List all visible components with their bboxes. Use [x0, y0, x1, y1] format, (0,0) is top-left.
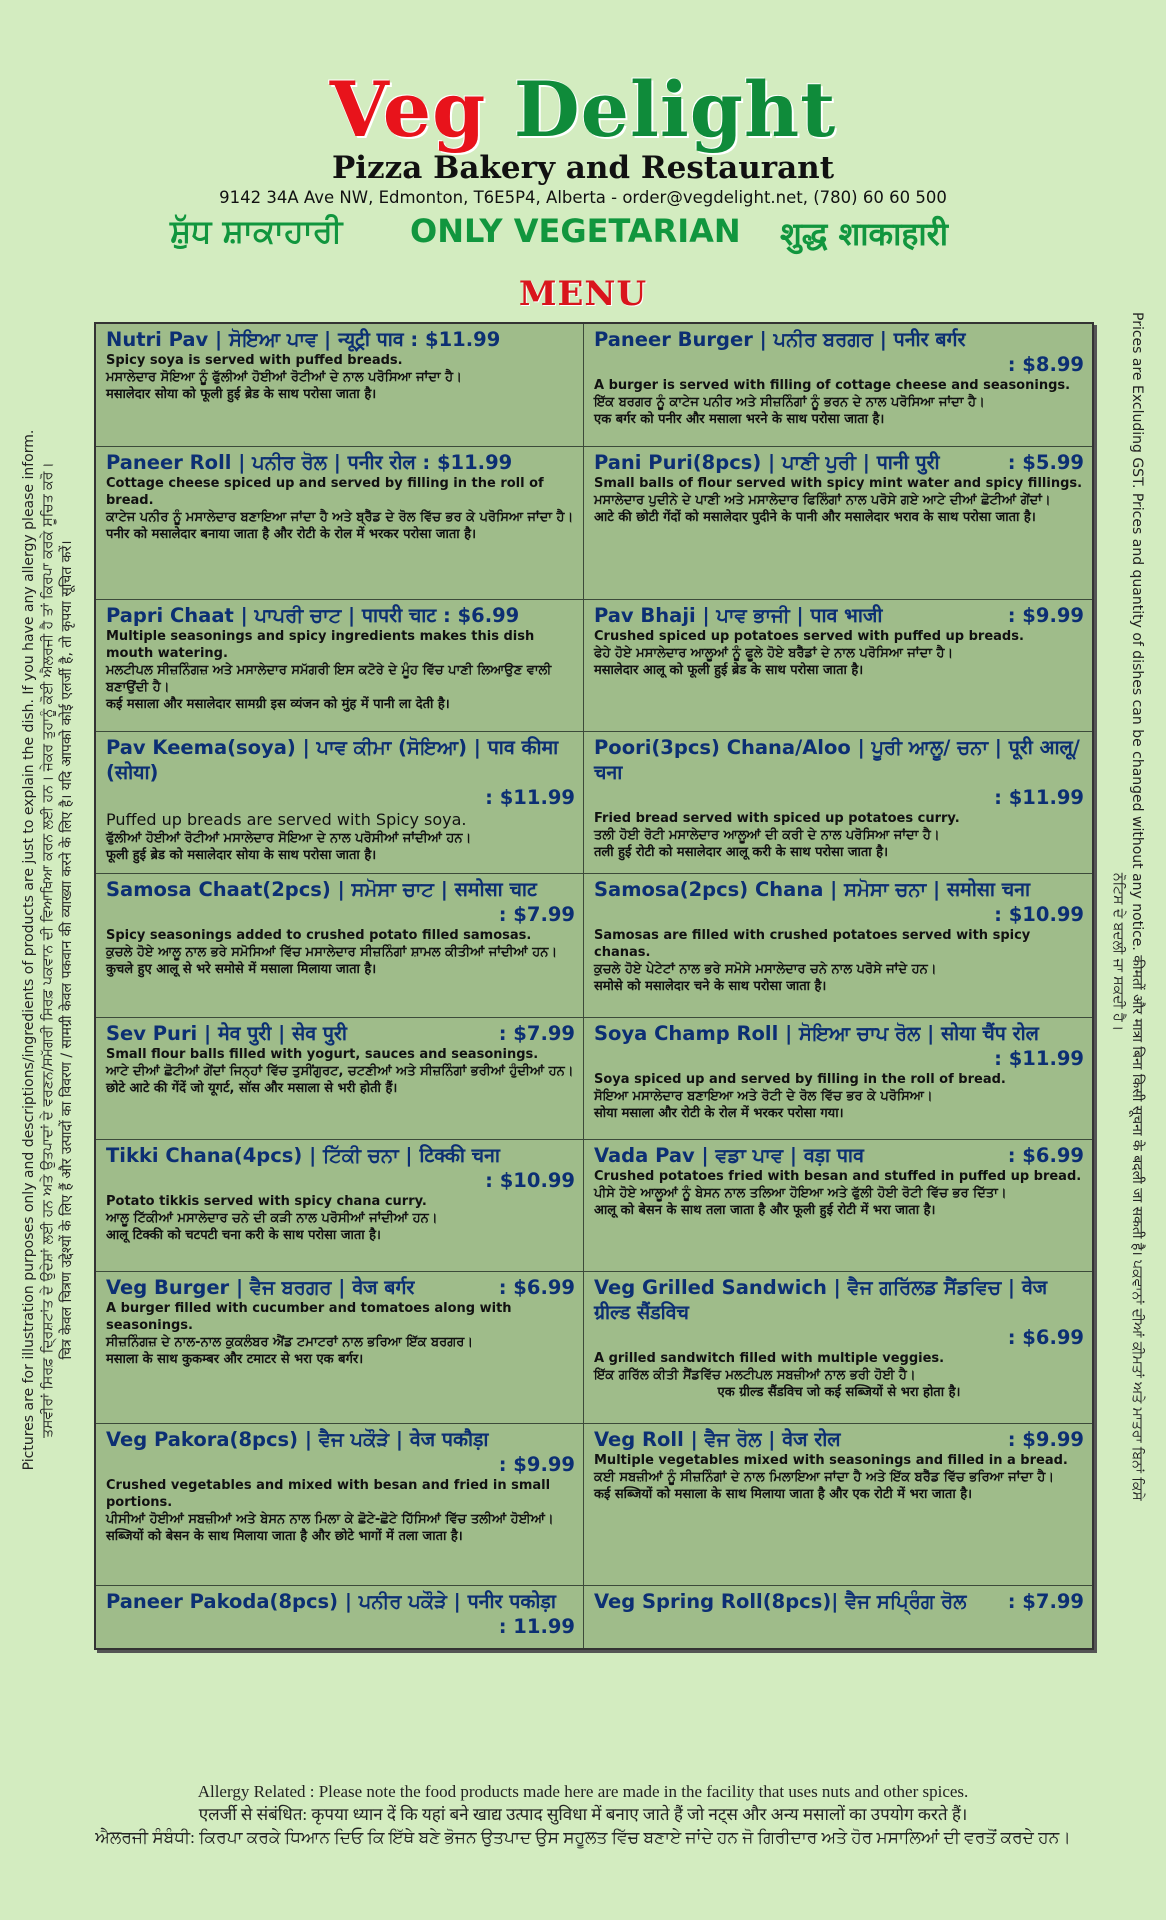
menu-item-description: ਫੇਹੇ ਹੋਏ ਮਸਾਲੇਦਾਰ ਆਲੂਆਂ ਨੂੰ ਫੂਲੇ ਹੋਏ ਬਰੈੱਡਾਂ ਦੇ ਨਾਲ ਪਰੋਸਿਆ ਜਾਂਦਾ ਹੈ। — [594, 646, 954, 661]
menu-item-description: ਕਈ ਸਬਜ਼ੀਆਂ ਨੂੰ ਸੀਜ਼ਨਿੰਗਾਂ ਦੇ ਨਾਲ ਮਿਲਾਇਆ ਜਾਂਦਾ ਹੈ ਅਤੇ ਇੱਕ ਬਰੈੱਡ ਵਿੱਚ ਭਰਿਆ ਜਾਂਦਾ ਹੈ। — [594, 1470, 1055, 1485]
menu-item-name — [106, 1427, 575, 1452]
menu-item-price: : $6.99 — [498, 1276, 575, 1299]
menu-item-name — [106, 1021, 575, 1046]
menu-item-description: Crushed spiced up potatoes served with puffed up breads. — [594, 629, 1024, 644]
menu-item-description: आलू टिक्की को चटपटी चना करी के साथ परोसा जाता है। — [106, 1228, 381, 1243]
pure-veg-punjabi: ਸ਼ੁੱਧ ਸ਼ਾਕਾਹਾਰੀ — [170, 212, 343, 250]
menu-item-name-text: Tikki Chana(4pcs) | ਟਿੱਕੀ ਚਨਾ | टिक्की चना — [106, 1144, 500, 1167]
menu-item-name-text: Veg Grilled Sandwich | ਵੈਜ ਗਰਿੱਲਡ ਸੈਂਡਵਿਚ | वेज ग्रील्ड सैंडविच — [594, 1276, 1048, 1324]
menu-item-name-text: Veg Burger | ਵੈਜ ਬਰਗਰ | वेज बर्गर — [106, 1276, 415, 1299]
menu-item-price: : $9.99 — [1007, 604, 1084, 627]
menu-heading: MENU — [518, 274, 648, 314]
menu-item-name-text: Paneer Pakoda(8pcs) | ਪਨੀਰ ਪਕੌੜੇ | पनीर पकोड़ा — [106, 1590, 556, 1613]
menu-item-left — [96, 874, 584, 1018]
menu-item-name-text: Vada Pav | ਵਡਾ ਪਾਵ | वड़ा पाव — [594, 1144, 864, 1167]
menu-item-name-text: Paneer Burger | ਪਨੀਰ ਬਰਗਰ | पनीर बर्गर — [594, 328, 966, 351]
menu-item-description: मसालेदार आलू को फूली हुई ब्रेड के साथ परोसा जाता है। — [594, 663, 864, 678]
menu-item-left — [96, 600, 584, 732]
menu-item-name-text: Nutri Pav | ਸੋਇਆ ਪਾਵ | न्यूट्री पाव : $11.99 — [106, 328, 501, 351]
menu-item-description: Samosas are filled with crushed potatoes served with spicy chanas. — [594, 928, 1031, 960]
menu-item-right — [584, 732, 1092, 874]
menu-item-description: A burger filled with cucumber and tomatoes along with seasonings. — [106, 1301, 512, 1333]
menu-item-price: : $11.99 — [994, 786, 1084, 809]
menu-item-description: Crushed vegetables and mixed with besan and fried in small portions. — [106, 1478, 551, 1510]
menu-item-name — [594, 1021, 1084, 1046]
menu-item-description: Multiple seasonings and spicy ingredients makes this dish mouth watering. — [106, 629, 535, 661]
allergy-note-en: Allergy Related : Please note the food products made here are made in the facility that uses nuts and other spices. — [197, 1782, 969, 1801]
menu-item-name-text: Veg Roll | ਵੈਜ ਰੋਲ | वेज रोल — [594, 1428, 841, 1451]
menu-item-left — [96, 1272, 584, 1424]
menu-item-description: मसाला के साथ कुकम्बर और टमाटर से भरा एक बर्गर। — [106, 1352, 364, 1367]
menu-item-description: छोटे आटे की गेंदें जो यूगर्ट, सॉस और मसाला से भरी होती हैं। — [106, 1081, 398, 1096]
restaurant-title — [0, 65, 1166, 154]
menu-item-name-text: Paneer Roll | ਪਨੀਰ ਰੋਲ | पनीर रोल : $11.99 — [106, 451, 513, 474]
restaurant-address: 9142 34A Ave NW, Edmonton, T6E5P4, Alberta - order@vegdelight.net, (780) 60 60 500 — [219, 188, 947, 207]
menu-item-description: ਇੱਕ ਗਰਿੱਲ ਕੀਤੀ ਸੈਂਡਵਿੱਚ ਮਲਟੀਪਲ ਸਬਜ਼ੀਆਂ ਨਾਲ ਭਰੀ ਹੋਈ ਹੈ। — [594, 1368, 916, 1383]
menu-item-name — [594, 603, 1084, 628]
menu-item-description: तली हुई रोटी को मसालेदार आलू करी के साथ परोसा जाता है। — [594, 845, 889, 860]
menu-item-name — [106, 1143, 575, 1168]
side-note-left-en: Pictures are for illustration purposes only and descriptions/ingredients of products are just to explain the dish. If you have any allergy please inform. — [21, 429, 37, 1471]
menu-item-description: सब्जियों को बेसन के साथ मिलाया जाता है और छोटे भागों में तला जाता है। — [106, 1529, 463, 1544]
menu-item-name — [594, 1427, 1084, 1452]
menu-item-description: Spicy soya is served with puffed breads. — [106, 353, 403, 368]
menu-item-price: : $6.99 — [1007, 1144, 1084, 1167]
menu-item-description: Small flour balls filled with yogurt, sauces and seasonings. — [106, 1047, 539, 1062]
menu-item-description: सोया मसाला और रोटी के रोल में भरकर परोसा गया। — [594, 1106, 844, 1121]
menu-item-name — [106, 877, 575, 902]
menu-item-left — [96, 1424, 584, 1586]
menu-item-left — [96, 1018, 584, 1140]
menu-item-name — [594, 735, 1084, 785]
menu-item-description: ਇੱਕ ਬਰਗਰ ਨੂੰ ਕਾਟੇਜ ਪਨੀਰ ਅਤੇ ਸੀਜ਼ਨਿੰਗਾਂ ਨੂੰ ਭਰਨ ਦੇ ਨਾਲ ਪਰੋਸਿਆ ਜਾਂਦਾ ਹੈ। — [594, 395, 985, 410]
menu-item-description: ਪੀਸੀਆਂ ਹੋਈਆਂ ਸਬਜ਼ੀਆਂ ਅਤੇ ਬੇਸਨ ਨਾਲ ਮਿਲਾ ਕੇ ਛੋਟੇ-ਛੋਟੇ ਹਿੱਸਿਆਂ ਵਿੱਚ ਤਲੀਆਂ ਹੋਈਆਂ। — [106, 1512, 554, 1527]
menu-item-right — [584, 1424, 1092, 1586]
menu-item-left — [96, 1586, 584, 1648]
menu-item-name — [594, 450, 1084, 475]
menu-item-name-text: Pav Bhaji | ਪਾਵ ਭਾਜੀ | पाव भाजी — [594, 604, 883, 627]
menu-item-price: : $11.99 — [485, 786, 575, 809]
menu-item-description: ਸੋਇਆ ਮਸਾਲੇਦਾਰ ਬਣਾਇਆ ਅਤੇ ਰੋਟੀ ਦੇ ਰੋਲ ਵਿੱਚ ਭਰ ਕੇ ਪਰੋਸਿਆ। — [594, 1089, 933, 1104]
pure-veg-hindi: शुद्ध शाकाहारी — [780, 215, 949, 253]
menu-item-description: Multiple vegetables mixed with seasonings and filled in a bread. — [594, 1453, 1068, 1468]
allergy-note — [0, 1780, 1166, 1849]
menu-item-price: : $10.99 — [485, 1169, 575, 1192]
menu-item-description: कई सब्जियों को मसाला के साथ मिलाया जाता है और एक रोटी में भरा जाता है। — [594, 1487, 973, 1502]
menu-item-right — [584, 1140, 1092, 1272]
menu-grid — [94, 322, 1094, 1650]
menu-item-description: ਕੁਚਲੇ ਹੋਏ ਪੇਟੇਟਾਂ ਨਾਲ ਭਰੇ ਸਮੋਸੇ ਮਸਾਲੇਦਾਰ ਚਨੇ ਨਾਲ ਪਰੋਸੇ ਜਾਂਦੇ ਹਨ। — [594, 962, 937, 977]
menu-item-name — [106, 1275, 575, 1300]
menu-item-description: Cottage cheese spiced up and served by filling in the roll of bread. — [106, 476, 544, 508]
menu-item-name — [106, 603, 575, 628]
menu-item-description: ਮਸਾਲੇਦਾਰ ਪੁਦੀਨੇ ਦੇ ਪਾਣੀ ਅਤੇ ਮਸਾਲੇਦਾਰ ਫਿਲਿੰਗਾਂ ਨਾਲ ਪਰੋਸੇ ਗਏ ਆਟੇ ਦੀਆਂ ਛੋਟੀਆਂ ਗੇਂਦਾਂ। — [594, 493, 1051, 508]
side-note-left-hi: चित्र केवल चित्रण उद्देश्यों के लिए हैं और उत्पादों का विवरण / सामग्री केवल पकवान की व्याख्या करने के लिए है। यदि आपको कोई एलर्जी है, तो कृपया सूचित करें। — [59, 540, 75, 1360]
menu-item-right — [584, 1272, 1092, 1424]
menu-item-name-text: Sev Puri | मेव पुरी | सेव पुरी — [106, 1022, 347, 1045]
menu-item-right — [584, 1018, 1092, 1140]
menu-item-description: A grilled sandwitch filled with multiple veggies. — [594, 1351, 945, 1366]
menu-item-price: : 11.99 — [498, 1615, 575, 1638]
menu-item-left — [96, 1140, 584, 1272]
restaurant-subtitle: Pizza Bakery and Restaurant — [331, 150, 835, 186]
menu-item-right — [584, 447, 1092, 600]
title-delight: Delight — [513, 65, 837, 154]
menu-item-description: एक ग्रील्ड सैंडविच जो कई सब्जियों से भरा होता है। — [717, 1385, 961, 1400]
menu-item-description: समोसे को मसालेदार चने के साथ परोसा जाता है। — [594, 979, 827, 994]
menu-item-name — [106, 450, 575, 475]
menu-item-description: ਮਲਟੀਪਲ ਸੀਜ਼ਨਿੰਗਜ਼ ਅਤੇ ਮਸਾਲੇਦਾਰ ਸਮੱਗਰੀ ਇਸ ਕਟੋਰੇ ਦੇ ਮੂੰਹ ਵਿੱਚ ਪਾਣੀ ਲਿਆਉਣ ਵਾਲੀ ਬਣਾਉਂਦੀ ਹੈ। — [106, 663, 552, 695]
menu-item-price: : $5.99 — [1007, 451, 1084, 474]
allergy-note-hi: एलर्जी से संबंधित: कृपया ध्यान दें कि यहां बने खाद्य उत्पाद सुविधा में बनाए जाते हैं जो नट्स और अन्य मसालों का उपयोग करते हैं। — [198, 1805, 968, 1824]
menu-item-name-text: Soya Champ Roll | ਸੋਇਆ ਚਾਪ ਰੋਲ | सोया चैंप रोल — [594, 1022, 1039, 1045]
menu-item-description: Fried bread served with spiced up potatoes curry. — [594, 811, 960, 826]
menu-item-description: Puffed up breads are served with Spicy soya. — [106, 810, 467, 829]
menu-item-description: Crushed potatoes fried with besan and stuffed in puffed up bread. — [594, 1169, 1082, 1184]
menu-item-description: ਤਲੀ ਹੋਈ ਰੋਟੀ ਮਸਾਲੇਦਾਰ ਆਲੂਆਂ ਦੀ ਕਰੀ ਦੇ ਨਾਲ ਪਰੋਸਿਆ ਜਾਂਦਾ ਹੈ। — [594, 828, 940, 843]
menu-item-description: ਕੁਚਲੇ ਹੋਏ ਆਲੂ ਨਾਲ ਭਰੇ ਸਮੋਸਿਆਂ ਵਿੱਚ ਮਸਾਲੇਦਾਰ ਸੀਜ਼ਨਿੰਗਾਂ ਸ਼ਾਮਲ ਕੀਤੀਆਂ ਜਾਂਦੀਆਂ ਹਨ। — [106, 945, 558, 960]
menu-item-name-text: Pav Keema(soya) | ਪਾਵ ਕੀਮਾ (ਸੋਇਆ) | पाव कीमा (सोया) — [106, 736, 559, 784]
menu-item-name-text: Papri Chaat | ਪਾਪਰੀ ਚਾਟ | पापरी चाट : $6.99 — [106, 604, 520, 627]
menu-item-description: ਆਲੂ ਟਿੱਕੀਆਂ ਮਸਾਲੇਦਾਰ ਚਨੇ ਦੀ ਕੜੀ ਨਾਲ ਪਰੋਸੀਆਂ ਜਾਂਦੀਆਂ ਹਨ। — [106, 1211, 438, 1226]
menu-item-price: : $7.99 — [1007, 1590, 1084, 1613]
menu-item-name-text: Veg Pakora(8pcs) | ਵੈਜ ਪਕੌੜੇ | वेज पकौड़ा — [106, 1428, 489, 1451]
side-note-left — [20, 420, 130, 1480]
menu-item-right — [584, 874, 1092, 1018]
menu-item-price: : $9.99 — [498, 1453, 575, 1476]
menu-item-description: आटे की छोटी गेंदों को मसालेदार पुदीने के पानी और मसालेदार भराव के साथ परोसा जाता है। — [594, 510, 1036, 525]
menu-item-price: : $10.99 — [994, 903, 1084, 926]
menu-item-name-text: Pani Puri(8pcs) | ਪਾਣੀ ਪੁਰੀ | पानी पुरी — [594, 451, 940, 474]
pure-veg-line — [0, 212, 1166, 258]
menu-item-description: ਆਟੇ ਦੀਆਂ ਛੋਟੀਆਂ ਗੇਂਦਾਂ ਜਿਨ੍ਹਾਂ ਵਿੱਚ ਤੁਸੀਂਗੁਰਟ, ਚਟਣੀਆਂ ਅਤੇ ਸੀਜ਼ਨਿੰਗਾਂ ਭਰੀਆਂ ਹੁੰਦੀਆਂ ਹਨ। — [106, 1064, 574, 1079]
menu-item-description: Small balls of flour served with spicy mint water and spicy fillings. — [594, 476, 1083, 491]
menu-item-name — [594, 1143, 1084, 1168]
menu-item-price: : $7.99 — [498, 1022, 575, 1045]
menu-item-left — [96, 732, 584, 874]
menu-item-name-text: Poori(3pcs) Chana/Aloo | ਪੂਰੀ ਆਲੂ/ ਚਨਾ | पूरी आलू/ चना — [594, 736, 1080, 784]
menu-item-left — [96, 447, 584, 600]
menu-item-name — [594, 327, 1084, 352]
menu-item-price: : $8.99 — [1007, 353, 1084, 376]
pure-veg-english: ONLY VEGETARIAN — [410, 212, 741, 250]
menu-item-description: ਮਸਾਲੇਦਾਰ ਸੋਇਆ ਨੂੰ ਫੁੱਲੀਆਂ ਹੋਈਆਂ ਰੋਟੀਆਂ ਦੇ ਨਾਲ ਪਰੋਸਿਆ ਜਾਂਦਾ ਹੈ। — [106, 370, 462, 385]
menu-item-description: कई मसाला और मसालेदार सामग्री इस व्यंजन को मुंह में पानी ला देती है। — [106, 697, 450, 712]
menu-item-description: मसालेदार सोया को फूली हुई ब्रेड के साथ परोसा जाता है। — [106, 387, 377, 402]
menu-item-description: ਪੀਸੇ ਹੋਏ ਆਲੂਆਂ ਨੂੰ ਬੇਸਨ ਨਾਲ ਤਲਿਆ ਹੋਇਆ ਅਤੇ ਫੁੱਲੀ ਹੋਈ ਰੋਟੀ ਵਿੱਚ ਭਰ ਦਿੱਤਾ। — [594, 1186, 1007, 1201]
title-veg: Veg — [329, 65, 487, 154]
menu-item-price: : $9.99 — [1007, 1428, 1084, 1451]
menu-item-price: : $11.99 — [994, 1047, 1084, 1070]
menu-item-name — [594, 877, 1084, 902]
menu-item-description: A burger is served with filling of cottage cheese and seasonings. — [594, 378, 1071, 393]
allergy-note-pa: ਐਲਰਜੀ ਸੰਬੰਧੀ: ਕਿਰਪਾ ਕਰਕੇ ਧਿਆਨ ਦਿਓ ਕਿ ਇੱਥੇ ਬਣੇ ਭੋਜਨ ਉਤਪਾਦ ਉਸ ਸਹੂਲਤ ਵਿੱਚ ਬਣਾਏ ਜਾਂਦੇ ਹਨ ਜੋ ਗਿਰੀਦਾਰ ਅਤੇ ਹੋਰ ਮਸਾਲਿਆਂ ਦੀ ਵਰਤੋਂ ਕਰਦੇ ਹਨ। — [95, 1828, 1071, 1847]
menu-item-description: कुचले हुए आलू से भरे समोसे में मसाला मिलाया जाता है। — [106, 962, 377, 977]
menu-item-description: आलू को बेसन के साथ तला जाता है और फूली हुई रोटी में भरा जाता है। — [594, 1203, 936, 1218]
menu-item-description: ਕਾਟੇਜ ਪਨੀਰ ਨੂੰ ਮਸਾਲੇਦਾਰ ਬਣਾਇਆ ਜਾਂਦਾ ਹੈ ਅਤੇ ਬ੍ਰੈੱਡ ਦੇ ਰੋਲ ਵਿੱਚ ਭਰ ਕੇ ਪਰੋਸਿਆ ਜਾਂਦਾ ਹੈ। — [106, 510, 574, 525]
menu-item-right — [584, 324, 1092, 447]
menu-item-description: पनीर को मसालेदार बनाया जाता है और रोटी के रोल में भरकर परोसा जाता है। — [106, 527, 477, 542]
menu-item-name-text: Samosa Chaat(2pcs) | ਸਮੋਸਾ ਚਾਟ | समोसा चाट — [106, 878, 537, 901]
menu-item-name-text: Veg Spring Roll(8pcs)| ਵੈਜ ਸਪ੍ਰਿੰਗ ਰੋਲ — [594, 1590, 967, 1613]
menu-item-description: एक बर्गर को पनीर और मसाला भरने के साथ परोसा जाता है। — [594, 412, 885, 427]
menu-item-right — [584, 1586, 1092, 1648]
menu-item-description: Soya spiced up and served by filling in the roll of bread. — [594, 1072, 1006, 1087]
menu-item-price: : $6.99 — [1007, 1326, 1084, 1349]
menu-item-left — [96, 324, 584, 447]
menu-item-right — [584, 600, 1092, 732]
menu-item-description: ਸੀਜ਼ਨਿੰਗਜ਼ ਦੇ ਨਾਲ-ਨਾਲ ਕੁਕਲੰਬਰ ਐਂਡ ਟਮਾਟਰਾਂ ਨਾਲ ਭਰਿਆ ਇੱਕ ਬਰਗਰ। — [106, 1335, 474, 1350]
menu-item-name — [594, 1275, 1084, 1325]
menu-item-name — [106, 1589, 575, 1614]
menu-item-name-text: Samosa(2pcs) Chana | ਸਮੋਸਾ ਚਨਾ | समोसा चना — [594, 878, 1031, 901]
menu-item-description: ਫੁੱਲੀਆਂ ਹੋਈਆਂ ਰੋਟੀਆਂ ਮਸਾਲੇਦਾਰ ਸੋਇਆ ਦੇ ਨਾਲ ਪਰੋਸੀਆਂ ਜਾਂਦੀਆਂ ਹਨ। — [106, 831, 472, 846]
menu-item-description: Spicy seasonings added to crushed potato filled samosas. — [106, 928, 532, 943]
menu-item-description: फूली हुई ब्रेड को मसालेदार सोया के साथ परोसा जाता है। — [106, 848, 377, 863]
menu-item-name — [594, 1589, 1084, 1614]
side-note-right-en: Prices are Excluding GST. Prices and quantity of dishes can be changed without any notice. कीमतों और मात्रा बिना किसी सूचना के बदली जा सकती है। ਪਕਵਾਨਾਂ ਦੀਆਂ ਕੀਮਤਾਂ ਅਤੇ ਮਾਤਰਾ ਬਿਨਾਂ ਕਿਸੇ — [1129, 312, 1145, 1501]
side-note-left-pa: ਤਸਵੀਰਾਂ ਸਿਰਫ਼ ਦ੍ਰਿਸ਼ਟਾਂਤ ਦੇ ਉਦੇਸ਼ਾਂ ਲਈ ਹਨ ਅਤੇ ਉਤਪਾਦਾਂ ਦੇ ਵਰਣਨ/ਸਮੱਗਰੀ ਸਿਰਫ਼ ਪਕਵਾਨ ਦੀ ਵਿਆਖਿਆ ਕਰਨ ਲਈ ਹਨ। ਜੇਕਰ ਤੁਹਾਨੂੰ ਕੋਈ ਐਲਰਜੀ ਹੈ ਤਾਂ ਕਿਰਪਾ ਕਰਕੇ ਸੂਚਿਤ ਕਰੋ। — [40, 462, 56, 1438]
menu-item-description: Potato tikkis served with spicy chana curry. — [106, 1194, 427, 1209]
menu-item-price: : $7.99 — [498, 903, 575, 926]
side-note-right-pa: ਨੋਟਿਸ ਦੇ ਬਦਲੀ ਜਾ ਸਕਦੀ ਹੈ। — [1110, 872, 1126, 1032]
menu-item-name — [106, 327, 575, 352]
menu-item-name — [106, 735, 575, 785]
side-note-right — [1086, 312, 1146, 1592]
